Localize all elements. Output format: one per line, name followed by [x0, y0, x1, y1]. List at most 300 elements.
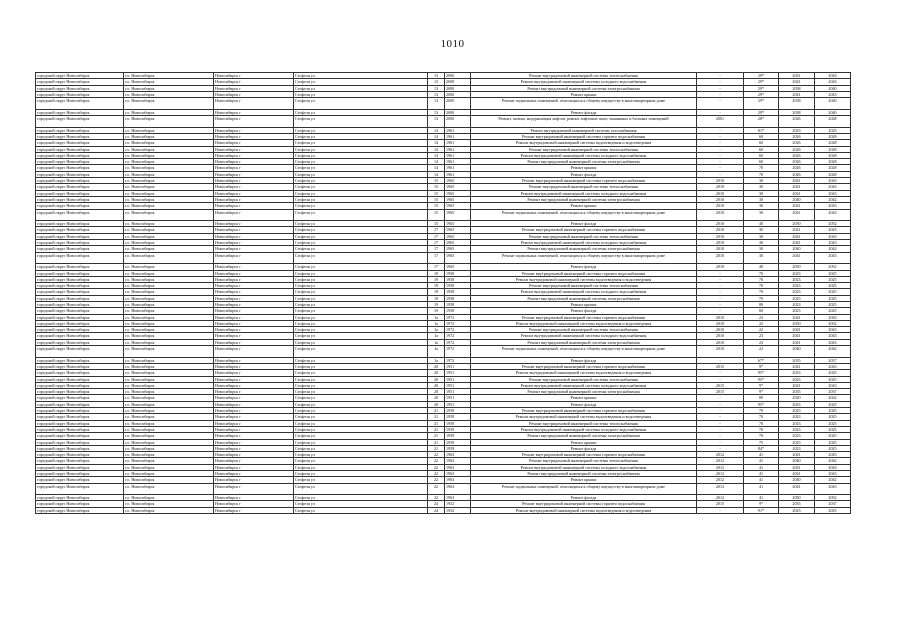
cell-last-repair: 2010 [697, 240, 744, 246]
cell-last-repair: 2012 [697, 464, 744, 470]
cell-house: 15 [428, 203, 445, 209]
cell-plan-end: 2025 [815, 507, 851, 513]
cell-city: Новосибирск г [214, 252, 294, 264]
cell-house: 21 [428, 439, 445, 445]
cell-work-type: Ремонт внутридомовой инженерной системы электроснабжения [471, 339, 697, 345]
cell-street: Стофеля ул [294, 452, 428, 458]
cell-street: Стофеля ул [294, 376, 428, 382]
cell-year-built: 1965 [445, 209, 471, 221]
cell-last-repair: - [697, 401, 744, 407]
cell-municipality: городской округ Новосибирск [36, 433, 124, 439]
cell-plan-start: 2041 [779, 464, 815, 470]
cell-house: 21 [428, 420, 445, 426]
cell-year-built: 1961 [445, 165, 471, 171]
cell-wear: 9* [744, 382, 779, 388]
cell-plan-start: 2041 [779, 178, 815, 184]
cell-year-built: 1963 [445, 483, 471, 495]
cell-house: 20 [428, 395, 445, 401]
cell-wear: 70 [744, 165, 779, 171]
cell-plan-end: 2028 [815, 146, 851, 152]
cell-street: Стофеля ул [294, 209, 428, 221]
cell-street: Стофеля ул [294, 276, 428, 282]
cell-city: Новосибирск г [214, 433, 294, 439]
cell-street: Стофеля ул [294, 370, 428, 376]
cell-work-type: Ремонт внутридомовой инженерной системы водоотведения и водоотведения [471, 370, 697, 376]
cell-plan-start: 2026 [779, 152, 815, 158]
cell-last-repair: - [697, 146, 744, 152]
cell-work-type: Ремонт фасада [471, 445, 697, 451]
cell-wear: 70 [744, 295, 779, 301]
cell-plan-start: 2023 [779, 301, 815, 307]
cell-last-repair: - [697, 301, 744, 307]
cell-street: Стофеля ул [294, 464, 428, 470]
cell-street: Стофеля ул [294, 426, 428, 432]
cell-street: Стофеля ул [294, 382, 428, 388]
cell-settlement: г.о. Новосибирск [124, 203, 214, 209]
cell-street: Стофеля ул [294, 233, 428, 239]
cell-street: Стофеля ул [294, 333, 428, 339]
cell-work-type: Ремонт подвальных помещений, относящихся к общему имуществу в многоквартирном доме [471, 346, 697, 358]
cell-wear: 30 [744, 252, 779, 264]
cell-municipality: городской округ Новосибирск [36, 382, 124, 388]
cell-city: Новосибирск г [214, 420, 294, 426]
cell-plan-end: 2043 [815, 452, 851, 458]
cell-work-type: Ремонт внутридомовой инженерной системы горячего водоснабжения [471, 501, 697, 507]
cell-city: Новосибирск г [214, 464, 294, 470]
cell-year-built: 1963 [445, 477, 471, 483]
cell-plan-end: 2042 [815, 346, 851, 358]
table-row [36, 252, 851, 264]
cell-plan-end: 2052 [815, 264, 851, 270]
cell-year-built: 1951 [445, 376, 471, 382]
cell-street: Стофеля ул [294, 414, 428, 420]
cell-settlement: г.о. Новосибирск [124, 357, 214, 363]
cell-year-built: 2000 [445, 79, 471, 85]
cell-plan-start: 2023 [779, 445, 815, 451]
cell-house: 14 [428, 152, 445, 158]
cell-settlement: г.о. Новосибирск [124, 276, 214, 282]
cell-last-repair: 2010 [697, 209, 744, 221]
cell-year-built: 1959 [445, 408, 471, 414]
cell-city: Новосибирск г [214, 483, 294, 495]
cell-plan-start: 2038 [779, 98, 815, 110]
cell-municipality: городской округ Новосибирск [36, 246, 124, 252]
cell-last-repair: - [697, 414, 744, 420]
cell-wear: 29* [744, 98, 779, 110]
cell-street: Стофеля ул [294, 98, 428, 110]
cell-plan-end: 2040 [815, 98, 851, 110]
cell-settlement: г.о. Новосибирск [124, 109, 214, 115]
cell-house: 19 [428, 289, 445, 295]
cell-work-type: Ремонт фасада [471, 401, 697, 407]
cell-last-repair: - [697, 426, 744, 432]
cell-plan-end: 2028 [815, 159, 851, 165]
cell-work-type: Ремонт внутридомовой инженерной системы теплоснабжения [471, 420, 697, 426]
cell-street: Стофеля ул [294, 289, 428, 295]
cell-house: 14 [428, 171, 445, 177]
cell-year-built: 2000 [445, 91, 471, 97]
cell-last-repair: - [697, 109, 744, 115]
cell-wear: 29* [744, 109, 779, 115]
cell-street: Стофеля ул [294, 165, 428, 171]
cell-municipality: городской округ Новосибирск [36, 196, 124, 202]
cell-street: Стофеля ул [294, 320, 428, 326]
cell-last-repair: 2010 [697, 227, 744, 233]
cell-city: Новосибирск г [214, 276, 294, 282]
cell-plan-start: 2020 [779, 395, 815, 401]
cell-plan-start: 2041 [779, 314, 815, 320]
cell-street: Стофеля ул [294, 227, 428, 233]
cell-house: 22 [428, 464, 445, 470]
cell-house: 15 [428, 196, 445, 202]
cell-street: Стофеля ул [294, 458, 428, 464]
cell-plan-start: 2041 [779, 233, 815, 239]
cell-house: 19 [428, 270, 445, 276]
cell-plan-start: 2050 [779, 221, 815, 227]
cell-year-built: 1961 [445, 152, 471, 158]
cell-municipality: городской округ Новосибирск [36, 295, 124, 301]
cell-work-type: Ремонт внутридомовой инженерной системы холодного водоснабжения [471, 289, 697, 295]
cell-settlement: г.о. Новосибирск [124, 333, 214, 339]
cell-plan-start: 2026 [779, 165, 815, 171]
cell-house: 17 [428, 246, 445, 252]
cell-street: Стофеля ул [294, 127, 428, 133]
cell-house: 13 [428, 116, 445, 128]
cell-house: 22 [428, 471, 445, 477]
cell-last-repair: 2012 [697, 452, 744, 458]
cell-wear: 60 [744, 308, 779, 314]
cell-year-built: 1972 [445, 357, 471, 363]
cell-last-repair: - [697, 79, 744, 85]
cell-plan-start: 2023 [779, 401, 815, 407]
cell-work-type: Ремонт крыши [471, 91, 697, 97]
cell-work-type: Ремонт фасада [471, 357, 697, 363]
cell-plan-start: 2023 [779, 370, 815, 376]
cell-plan-start: 2035 [779, 357, 815, 363]
cell-last-repair: - [697, 165, 744, 171]
cell-street: Стофеля ул [294, 73, 428, 79]
cell-settlement: г.о. Новосибирск [124, 507, 214, 513]
cell-last-repair: - [697, 73, 744, 79]
cell-work-type: Ремонт внутридомовой инженерной системы холодного водоснабжения [471, 79, 697, 85]
cell-house: 19 [428, 276, 445, 282]
cell-plan-end: 2043 [815, 73, 851, 79]
cell-street: Стофеля ул [294, 408, 428, 414]
cell-plan-end: 2025 [815, 401, 851, 407]
cell-work-type: Ремонт внутридомовой инженерной системы электроснабжения [471, 295, 697, 301]
cell-street: Стофеля ул [294, 433, 428, 439]
cell-plan-end: 2025 [815, 370, 851, 376]
cell-settlement: г.о. Новосибирск [124, 477, 214, 483]
cell-settlement: г.о. Новосибирск [124, 233, 214, 239]
cell-work-type: Ремонт внутридомовой инженерной системы горячего водоснабжения [471, 452, 697, 458]
cell-last-repair: 2015 [697, 389, 744, 395]
cell-house: 14 [428, 133, 445, 139]
cell-work-type: Ремонт крыши [471, 203, 697, 209]
cell-wear: 9* [744, 389, 779, 395]
cell-municipality: городской округ Новосибирск [36, 420, 124, 426]
cell-house: 14 [428, 140, 445, 146]
cell-municipality: городской округ Новосибирск [36, 127, 124, 133]
cell-plan-start: 2023 [779, 507, 815, 513]
cell-last-repair: - [697, 98, 744, 110]
cell-city: Новосибирск г [214, 414, 294, 420]
cell-plan-start: 2041 [779, 382, 815, 388]
cell-house: 1а [428, 314, 445, 320]
cell-city: Новосибирск г [214, 501, 294, 507]
cell-city: Новосибирск г [214, 109, 294, 115]
cell-work-type: Ремонт крыши [471, 439, 697, 445]
cell-settlement: г.о. Новосибирск [124, 458, 214, 464]
cell-municipality: городской округ Новосибирск [36, 98, 124, 110]
cell-work-type: Ремонт внутридомовой инженерной системы электроснабжения [471, 246, 697, 252]
cell-work-type: Ремонт внутридомовой инженерной системы теплоснабжения [471, 327, 697, 333]
cell-last-repair: - [697, 283, 744, 289]
cell-settlement: г.о. Новосибирск [124, 289, 214, 295]
cell-street: Стофеля ул [294, 346, 428, 358]
cell-last-repair: - [697, 85, 744, 91]
cell-plan-end: 2052 [815, 495, 851, 501]
cell-house: 17 [428, 227, 445, 233]
cell-year-built: 1965 [445, 246, 471, 252]
cell-plan-end: 2037 [815, 501, 851, 507]
cell-year-built: 1958 [445, 270, 471, 276]
cell-settlement: г.о. Новосибирск [124, 483, 214, 495]
cell-city: Новосибирск г [214, 314, 294, 320]
cell-last-repair: 2012 [697, 495, 744, 501]
cell-year-built: 1961 [445, 127, 471, 133]
cell-plan-start: 2041 [779, 452, 815, 458]
cell-settlement: г.о. Новосибирск [124, 363, 214, 369]
cell-settlement: г.о. Новосибирск [124, 346, 214, 358]
cell-plan-start: 2041 [779, 79, 815, 85]
cell-year-built: 1963 [445, 495, 471, 501]
cell-wear: 80 [744, 395, 779, 401]
cell-settlement: г.о. Новосибирск [124, 445, 214, 451]
cell-last-repair: 2010 [697, 246, 744, 252]
cell-last-repair: 2010 [697, 196, 744, 202]
cell-plan-end: 2025 [815, 127, 851, 133]
cell-plan-end: 2043 [815, 227, 851, 233]
cell-year-built: 1965 [445, 190, 471, 196]
cell-municipality: городской округ Новосибирск [36, 471, 124, 477]
cell-settlement: г.о. Новосибирск [124, 414, 214, 420]
cell-plan-end: 2025 [815, 439, 851, 445]
cell-work-type: Ремонт внутридомовой инженерной системы горячего водоснабжения [471, 408, 697, 414]
cell-wear: 84* [744, 445, 779, 451]
cell-plan-end: 2025 [815, 270, 851, 276]
cell-plan-end: 2025 [815, 426, 851, 432]
cell-wear: 22 [744, 320, 779, 326]
cell-house: 20 [428, 382, 445, 388]
cell-municipality: городской округ Новосибирск [36, 227, 124, 233]
cell-settlement: г.о. Новосибирск [124, 221, 214, 227]
cell-settlement: г.о. Новосибирск [124, 140, 214, 146]
cell-wear: 22 [744, 346, 779, 358]
cell-year-built: 1965 [445, 221, 471, 227]
cell-city: Новосибирск г [214, 203, 294, 209]
table-row [36, 116, 851, 128]
cell-municipality: городской округ Новосибирск [36, 458, 124, 464]
cell-city: Новосибирск г [214, 127, 294, 133]
cell-city: Новосибирск г [214, 159, 294, 165]
cell-wear: 29* [744, 85, 779, 91]
cell-plan-start: 2023 [779, 433, 815, 439]
cell-city: Новосибирск г [214, 264, 294, 270]
cell-year-built: 1959 [445, 414, 471, 420]
cell-plan-end: 2043 [815, 382, 851, 388]
cell-city: Новосибирск г [214, 320, 294, 326]
cell-street: Стофеля ул [294, 389, 428, 395]
cell-work-type: Ремонт внутридомовой инженерной системы водоотведения и водоотведения [471, 140, 697, 146]
cell-city: Новосибирск г [214, 445, 294, 451]
cell-wear: 60 [744, 146, 779, 152]
cell-municipality: городской округ Новосибирск [36, 152, 124, 158]
cell-wear: 75 [744, 439, 779, 445]
cell-year-built: 1958 [445, 295, 471, 301]
cell-street: Стофеля ул [294, 401, 428, 407]
cell-city: Новосибирск г [214, 401, 294, 407]
cell-wear: 29* [744, 91, 779, 97]
cell-work-type: Ремонт внутридомовой инженерной системы водоотведения и водоотведения [471, 507, 697, 513]
cell-wear: 23 [744, 314, 779, 320]
cell-plan-end: 2043 [815, 333, 851, 339]
cell-plan-start: 2035 [779, 389, 815, 395]
cell-settlement: г.о. Новосибирск [124, 327, 214, 333]
cell-year-built: 1952 [445, 507, 471, 513]
cell-street: Стофеля ул [294, 246, 428, 252]
cell-street: Стофеля ул [294, 133, 428, 139]
cell-plan-end: 2025 [815, 433, 851, 439]
cell-wear: 60 [744, 152, 779, 158]
cell-municipality: городской округ Новосибирск [36, 501, 124, 507]
cell-wear: 70 [744, 426, 779, 432]
cell-wear: 22 [744, 327, 779, 333]
cell-house: 14 [428, 127, 445, 133]
cell-plan-start: 2041 [779, 363, 815, 369]
cell-wear: 70 [744, 171, 779, 177]
cell-city: Новосибирск г [214, 363, 294, 369]
cell-wear: 41 [744, 471, 779, 477]
cell-plan-end: 2043 [815, 339, 851, 345]
cell-municipality: городской округ Новосибирск [36, 445, 124, 451]
cell-wear: 70 [744, 283, 779, 289]
cell-municipality: городской округ Новосибирск [36, 203, 124, 209]
cell-year-built: 1965 [445, 203, 471, 209]
cell-plan-end: 2028 [815, 165, 851, 171]
cell-settlement: г.о. Новосибирск [124, 314, 214, 320]
cell-last-repair: 2010 [697, 178, 744, 184]
cell-settlement: г.о. Новосибирск [124, 471, 214, 477]
cell-settlement: г.о. Новосибирск [124, 133, 214, 139]
cell-wear: 41 [744, 458, 779, 464]
cell-wear: 23 [744, 333, 779, 339]
cell-city: Новосибирск г [214, 165, 294, 171]
cell-plan-end: 2043 [815, 483, 851, 495]
cell-settlement: г.о. Новосибирск [124, 495, 214, 501]
cell-plan-end: 2052 [815, 221, 851, 227]
cell-plan-start: 2041 [779, 73, 815, 79]
cell-last-repair: 2012 [697, 483, 744, 495]
cell-year-built: 1965 [445, 227, 471, 233]
cell-municipality: городской округ Новосибирск [36, 495, 124, 501]
cell-plan-end: 2043 [815, 240, 851, 246]
cell-street: Стофеля ул [294, 184, 428, 190]
cell-work-type: Ремонт внутридомовой инженерной системы водоотведения и водоотведения [471, 414, 697, 420]
cell-house: 1а [428, 333, 445, 339]
cell-house: 1а [428, 327, 445, 333]
cell-wear: 95* [744, 376, 779, 382]
cell-city: Новосибирск г [214, 439, 294, 445]
cell-last-repair: 2015 [697, 363, 744, 369]
cell-plan-start: 2040 [779, 196, 815, 202]
cell-work-type: Ремонт внутридомовой инженерной системы электроснабжения [471, 85, 697, 91]
cell-street: Стофеля ул [294, 283, 428, 289]
cell-municipality: городской округ Новосибирск [36, 264, 124, 270]
cell-settlement: г.о. Новосибирск [124, 439, 214, 445]
cell-year-built: 1972 [445, 320, 471, 326]
cell-street: Стофеля ул [294, 495, 428, 501]
cell-year-built: 1951 [445, 395, 471, 401]
cell-house: 14 [428, 165, 445, 171]
cell-municipality: городской округ Новосибирск [36, 283, 124, 289]
cell-work-type: Ремонт внутридомовой инженерной системы горячего водоснабжения [471, 133, 697, 139]
cell-work-type: Ремонт фасада [471, 264, 697, 270]
cell-settlement: г.о. Новосибирск [124, 79, 214, 85]
cell-street: Стофеля ул [294, 109, 428, 115]
cell-plan-end: 2042 [815, 458, 851, 464]
cell-settlement: г.о. Новосибирск [124, 146, 214, 152]
cell-street: Стофеля ул [294, 483, 428, 495]
cell-wear: 95* [744, 370, 779, 376]
cell-work-type: Ремонт внутридомовой инженерной системы холодного водоснабжения [471, 464, 697, 470]
cell-work-type: Ремонт внутридомовой инженерной системы холодного водоснабжения [471, 240, 697, 246]
cell-year-built: 1958 [445, 276, 471, 282]
cell-municipality: городской округ Новосибирск [36, 79, 124, 85]
cell-plan-start: 2041 [779, 227, 815, 233]
cell-plan-start: 2023 [779, 408, 815, 414]
cell-street: Стофеля ул [294, 308, 428, 314]
cell-last-repair: 2010 [697, 327, 744, 333]
cell-year-built: 1963 [445, 458, 471, 464]
cell-city: Новосибирск г [214, 477, 294, 483]
cell-last-repair: 2012 [697, 477, 744, 483]
cell-settlement: г.о. Новосибирск [124, 165, 214, 171]
cell-year-built: 1965 [445, 252, 471, 264]
cell-last-repair: 2010 [697, 252, 744, 264]
cell-work-type: Ремонт внутридомовой инженерной системы электроснабжения [471, 389, 697, 395]
cell-city: Новосибирск г [214, 116, 294, 128]
cell-city: Новосибирск г [214, 507, 294, 513]
cell-wear: 23 [744, 339, 779, 345]
cell-last-repair: - [697, 370, 744, 376]
cell-municipality: городской округ Новосибирск [36, 209, 124, 221]
cell-municipality: городской округ Новосибирск [36, 389, 124, 395]
cell-house: 13 [428, 85, 445, 91]
cell-street: Стофеля ул [294, 140, 428, 146]
cell-plan-end: 2042 [815, 196, 851, 202]
cell-wear: 40 [744, 264, 779, 270]
cell-wear: 9* [744, 363, 779, 369]
cell-city: Новосибирск г [214, 376, 294, 382]
cell-plan-start: 2040 [779, 246, 815, 252]
cell-year-built: 1965 [445, 178, 471, 184]
cell-city: Новосибирск г [214, 283, 294, 289]
cell-plan-start: 2041 [779, 252, 815, 264]
cell-year-built: 1951 [445, 370, 471, 376]
page-number: 1010 [440, 38, 465, 50]
cell-city: Новосибирск г [214, 426, 294, 432]
